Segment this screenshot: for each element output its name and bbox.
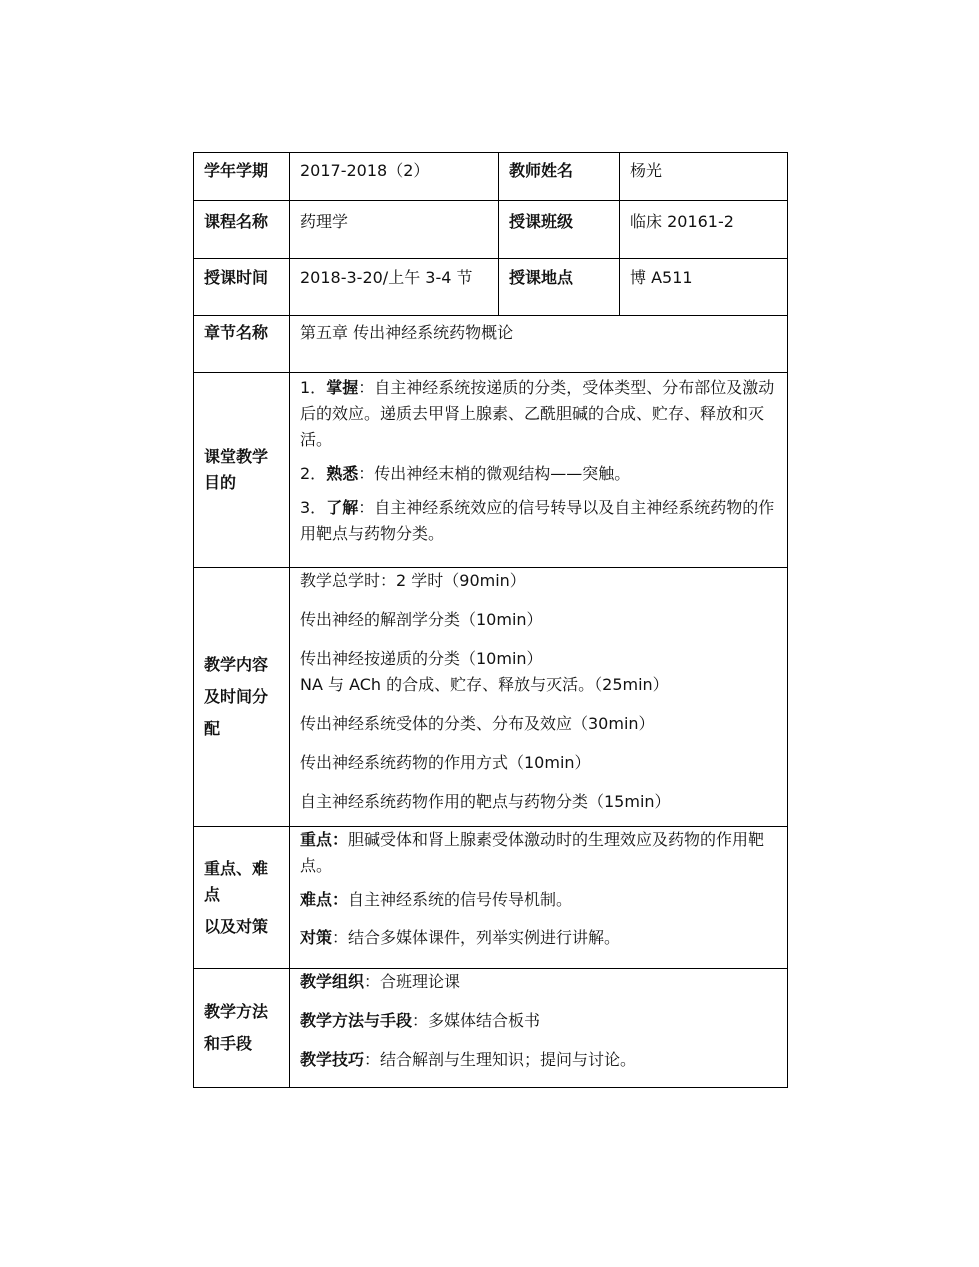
method-text: ：合班理论课: [364, 972, 461, 991]
time-value: 2018-3-20/上午 3-4 节: [290, 259, 499, 316]
semester-label: 学年学期: [194, 153, 290, 201]
lesson-plan-sheet: [193, 152, 787, 1088]
table-row: [194, 259, 788, 316]
time-label: 授课时间: [194, 259, 290, 316]
keypoint-text: 胆碱受体和肾上腺素受体激动时的生理效应及药物的作用靶点。: [300, 830, 765, 875]
keypoint-item: [300, 925, 777, 951]
method-key: 教学技巧: [300, 1050, 365, 1069]
keypoint-text: ：结合多媒体课件，列举实例进行讲解。: [332, 928, 621, 947]
chapter-label: 章节名称: [194, 316, 290, 373]
course-label: 课程名称: [194, 201, 290, 259]
keypoints-label: [194, 827, 290, 969]
methods-cell: [290, 969, 788, 1088]
objective-text: ：传出神经末梢的微观结构——突触。: [358, 464, 631, 483]
objective-text: ：自主神经系统按递质的分类，受体类型、分布部位及激动后的效应。递质去甲肾上腺素、乙酰胆碱的合成、贮存、释放和灭活。: [300, 378, 775, 449]
objective-item: [300, 495, 777, 547]
semester-value: 2017-2018（2）: [290, 153, 499, 201]
objective-text: ：自主神经系统效应的信号转导以及自主神经系统药物的作用靶点与药物分类。: [300, 498, 775, 543]
keypoints-label-line: 重点、难点: [204, 858, 269, 904]
keypoint-item: [300, 827, 777, 879]
objectives-label: 课堂教学目的: [194, 373, 290, 568]
keypoint-text: 自主神经系统的信号传导机制。: [348, 890, 573, 909]
method-text: ：结合解剖与生理知识；提问与讨论。: [364, 1050, 637, 1069]
keypoint-key: 重点：: [300, 830, 349, 849]
methods-label-line: 和手段: [204, 1034, 253, 1053]
keypoint-key: 对策: [300, 928, 333, 947]
place-value: 博 A511: [620, 259, 788, 316]
course-value: 药理学: [290, 201, 499, 259]
method-key: 教学方法与手段: [300, 1011, 413, 1030]
content-line: 传出神经系统受体的分类、分布及效应（30min）: [300, 714, 655, 733]
methods-label-line: 教学方法: [204, 1002, 269, 1021]
class-value: 临床 20161-2: [620, 201, 788, 259]
objective-number: 3．: [300, 498, 327, 517]
keypoints-cell: [290, 827, 788, 969]
method-key: 教学组织: [300, 972, 365, 991]
chapter-value: 第五章 传出神经系统药物概论: [290, 316, 788, 373]
content-line: 传出神经按递质的分类（10min）: [300, 649, 543, 668]
objective-number: 2．: [300, 464, 327, 483]
objective-key: 掌握: [326, 378, 359, 397]
content-cell: [290, 568, 788, 827]
method-item: [300, 969, 777, 995]
teacher-value: 杨光: [620, 153, 788, 201]
table-row: [194, 201, 788, 259]
keypoint-key: 难点：: [300, 890, 349, 909]
objective-key: 了解: [326, 498, 359, 517]
content-line: NA 与 ACh 的合成、贮存、释放与灭活。（25min）: [300, 675, 669, 694]
keypoints-row: [194, 827, 788, 969]
objectives-row: [194, 373, 788, 568]
objective-number: 1．: [300, 378, 327, 397]
content-line: 传出神经的解剖学分类（10min）: [300, 610, 543, 629]
method-item: [300, 1047, 777, 1073]
method-text: ：多媒体结合板书: [412, 1011, 541, 1030]
place-label: 授课地点: [499, 259, 620, 316]
method-item: [300, 1008, 777, 1034]
table-row: [194, 316, 788, 373]
table-row: [194, 153, 788, 201]
objective-item: [300, 375, 777, 453]
objective-key: 熟悉: [326, 464, 359, 483]
objective-item: [300, 461, 777, 487]
content-line: 传出神经系统药物的作用方式（10min）: [300, 753, 591, 772]
keypoints-label-line: 以及对策: [204, 916, 269, 936]
methods-label: [194, 969, 290, 1088]
teacher-label: 教师姓名: [499, 153, 620, 201]
content-line: 自主神经系统药物作用的靶点与药物分类（15min）: [300, 792, 671, 811]
content-label: [194, 568, 290, 827]
objectives-cell: [290, 373, 788, 568]
methods-row: [194, 969, 788, 1088]
content-line: 教学总学时：2 学时（90min）: [300, 571, 526, 590]
keypoint-item: [300, 887, 777, 913]
content-label-line: 及时间分: [204, 687, 269, 706]
content-label-line: 教学内容: [204, 655, 269, 674]
class-label: 授课班级: [499, 201, 620, 259]
content-row: [194, 568, 788, 827]
lesson-plan-table: [193, 152, 788, 1088]
content-label-line: 配: [204, 719, 221, 738]
